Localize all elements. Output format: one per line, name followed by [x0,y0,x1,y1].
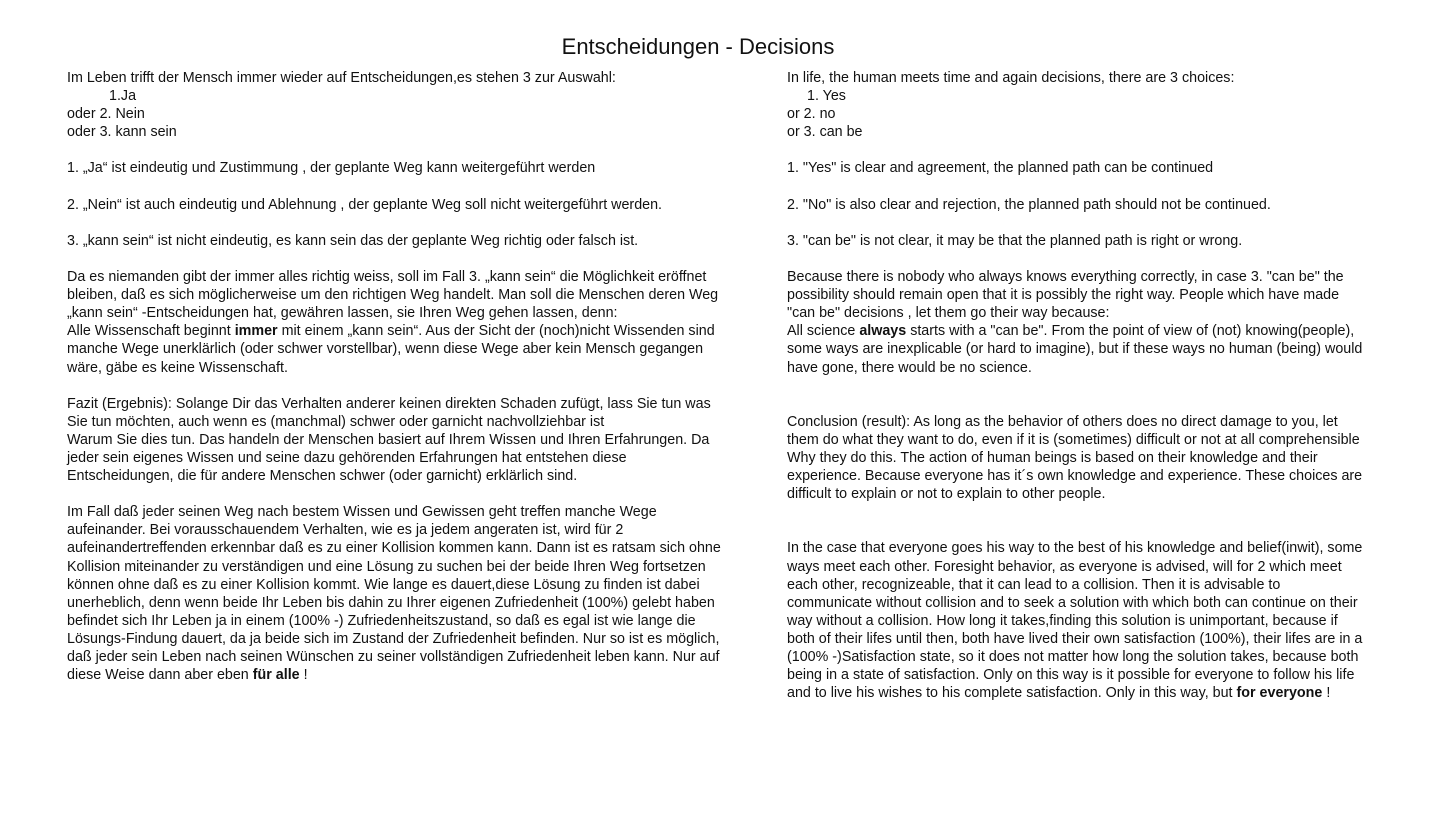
en-intro: In life, the human meets time and again decisions, there are 3 choices: [787,70,1235,86]
en-paragraph-5: All science always starts with a "can be". From the point of view of (not) knowing(people), some ways are inexplicable (or hard to imagine), but if these ways no human (being) would have gone, there would be no science. [787,323,1363,376]
german-column [67,69,729,684]
de-paragraph-1: 1. „Ja“ ist eindeutig und Zustimmung , der geplante Weg kann weitergeführt werden [67,160,596,177]
en-paragraph-3: 3. "can be" is not clear, it may be that the planned path is right or wrong. [787,232,1243,249]
de-paragraph-2: 2. „Nein“ ist auch eindeutig und Ablehnung , der geplante Weg soll nicht weitergeführt werden. [67,196,663,213]
de-intro: Im Leben trifft der Mensch immer wieder auf Entscheidungen,es stehen 3 zur Auswahl: [67,70,616,86]
de-option-3: oder 3. kann sein [67,124,177,141]
de-paragraph-6: Fazit (Ergebnis): Solange Dir das Verhalten anderer keinen direkten Schaden zufügt, lass Sie tun was Sie tun möchten, auch wenn es (manchmal) schwer oder garnicht nachvollziehbar ist [67,395,711,430]
en-paragraph-8: In the case that everyone goes his way to the best of his knowledge and belief(inwit), some ways meet each other. Foresight behavior, as everyone is advised, will for 2 which meet each other, recognizeable, that it can lead to a collision. Then it is advisable to communicate without collision and to seek a solution with which both can continue on their way without a collision. How long it takes,finding this solution is unimportant, because if both of their lifes until then, both have lived their own satisfaction (100%), their lifes are in a (100% -)Satisfaction state, so it does not matter how long the solution takes, because both being in a state of satisfaction. Only on this way is it possible for everyone to follow his life and to live his wishes to his complete satisfaction. Only in this way, but for everyone ! [787,540,1363,702]
en-emphasis-for-everyone: for everyone [1236,685,1323,702]
en-option-2: or 2. no [787,106,836,123]
de-emphasis-fuer-alle: für alle [252,667,300,684]
en-emphasis-always: always [859,323,907,340]
de-paragraph-8: Im Fall daß jeder seinen Weg nach bestem Wissen und Gewissen geht treffen manche Wege aufeinander. Bei vorausschauendem Verhalten, wie es ja jedem angeraten ist, wird für 2 aufeinandertreffenden erkennbar daß es zu einer Kollision kommen kann. Dann ist es ratsam sich ohne Kollision miteinander zu verständigen und eine Lösung zu suchen bei der beide Ihren Weg fortsetzen können ohne daß es zu einer Kollision kommt. Wie lange es dauert,diese Lösung zu finden ist dabei unerheblich, denn wenn beide Ihr Leben bis dahin zu Ihrer eigenen Zufriedenheit (100%) gelebt haben befindet sich Ihr Leben ja in einem (100% -) Zufriedenheitszustand, so daß es egal ist wie lange die Lösungs-Findung dauert, da ja beide sich im Zustand der Zufriedenheit befinden. Nur so ist es möglich, daß jeder sein Leben nach seinen Wünschen zu seiner vollständigen Zufriedenheit leben kann. Nur auf diese Weise dann aber eben für alle ! [67,504,721,684]
page-title: Entscheidungen - Decisions [561,34,835,59]
de-paragraph-3: 3. „kann sein“ ist nicht eindeutig, es kann sein das der geplante Weg richtig oder falsch ist. [67,232,639,249]
en-paragraph-7: Why they do this. The action of human beings is based on their knowledge and their experience. Because everyone has it´s own knowledge and experience. These choices are difficult to explain or not to explain to other people. [787,449,1363,503]
english-column [787,69,1367,702]
en-paragraph-6: Conclusion (result): As long as the behavior of others does no direct damage to you, let them do what they want to do, even if it is (sometimes) difficult or not at all comprehensible [787,413,1360,448]
en-option-3: or 3. can be [787,124,863,141]
de-paragraph-5: Alle Wissenschaft beginnt immer mit einem „kann sein“. Aus der Sicht der (noch)nicht Wissenden sind manche Wege unerklärlich (oder schwer vorstellbar), wenn diese Wege aber kein Mensch gegangen wäre, gäbe es keine Wissenschaft. [67,323,715,376]
de-paragraph-4: Da es niemanden gibt der immer alles richtig weiss, soll im Fall 3. „kann sein“ die Möglichkeit eröffnet bleiben, daß es sich möglicherweise um den richtigen Weg handelt. Man soll die Menschen deren Weg „kann sein“ -Entscheidungen hat, gewähren lassen, sie Ihren Weg gehen lassen, denn: [67,269,719,322]
de-option-1: 1.Ja [109,88,137,105]
en-paragraph-4: Because there is nobody who always knows everything correctly, in case 3. "can be" the possibility should remain open that it is possibly the right way. People which have made "can be" decisions , let them go their way because: [787,269,1344,322]
de-option-2: oder 2. Nein [67,106,145,123]
en-paragraph-2: 2. "No" is also clear and rejection, the planned path should not be continued. [787,196,1271,213]
en-option-1: 1. Yes [807,88,846,105]
en-paragraph-1: 1. "Yes" is clear and agreement, the planned path can be continued [787,160,1214,177]
de-paragraph-7: Warum Sie dies tun. Das handeln der Menschen basiert auf Ihrem Wissen und Ihren Erfahrungen. Da jeder sein eigenes Wissen und seine dazu gehörenden Erfahrungen hat entstehen diese Entscheidungen, die für andere Menschen schwer (oder garnicht) erklärlich sind. [67,431,710,485]
de-emphasis-immer: immer [234,323,278,340]
